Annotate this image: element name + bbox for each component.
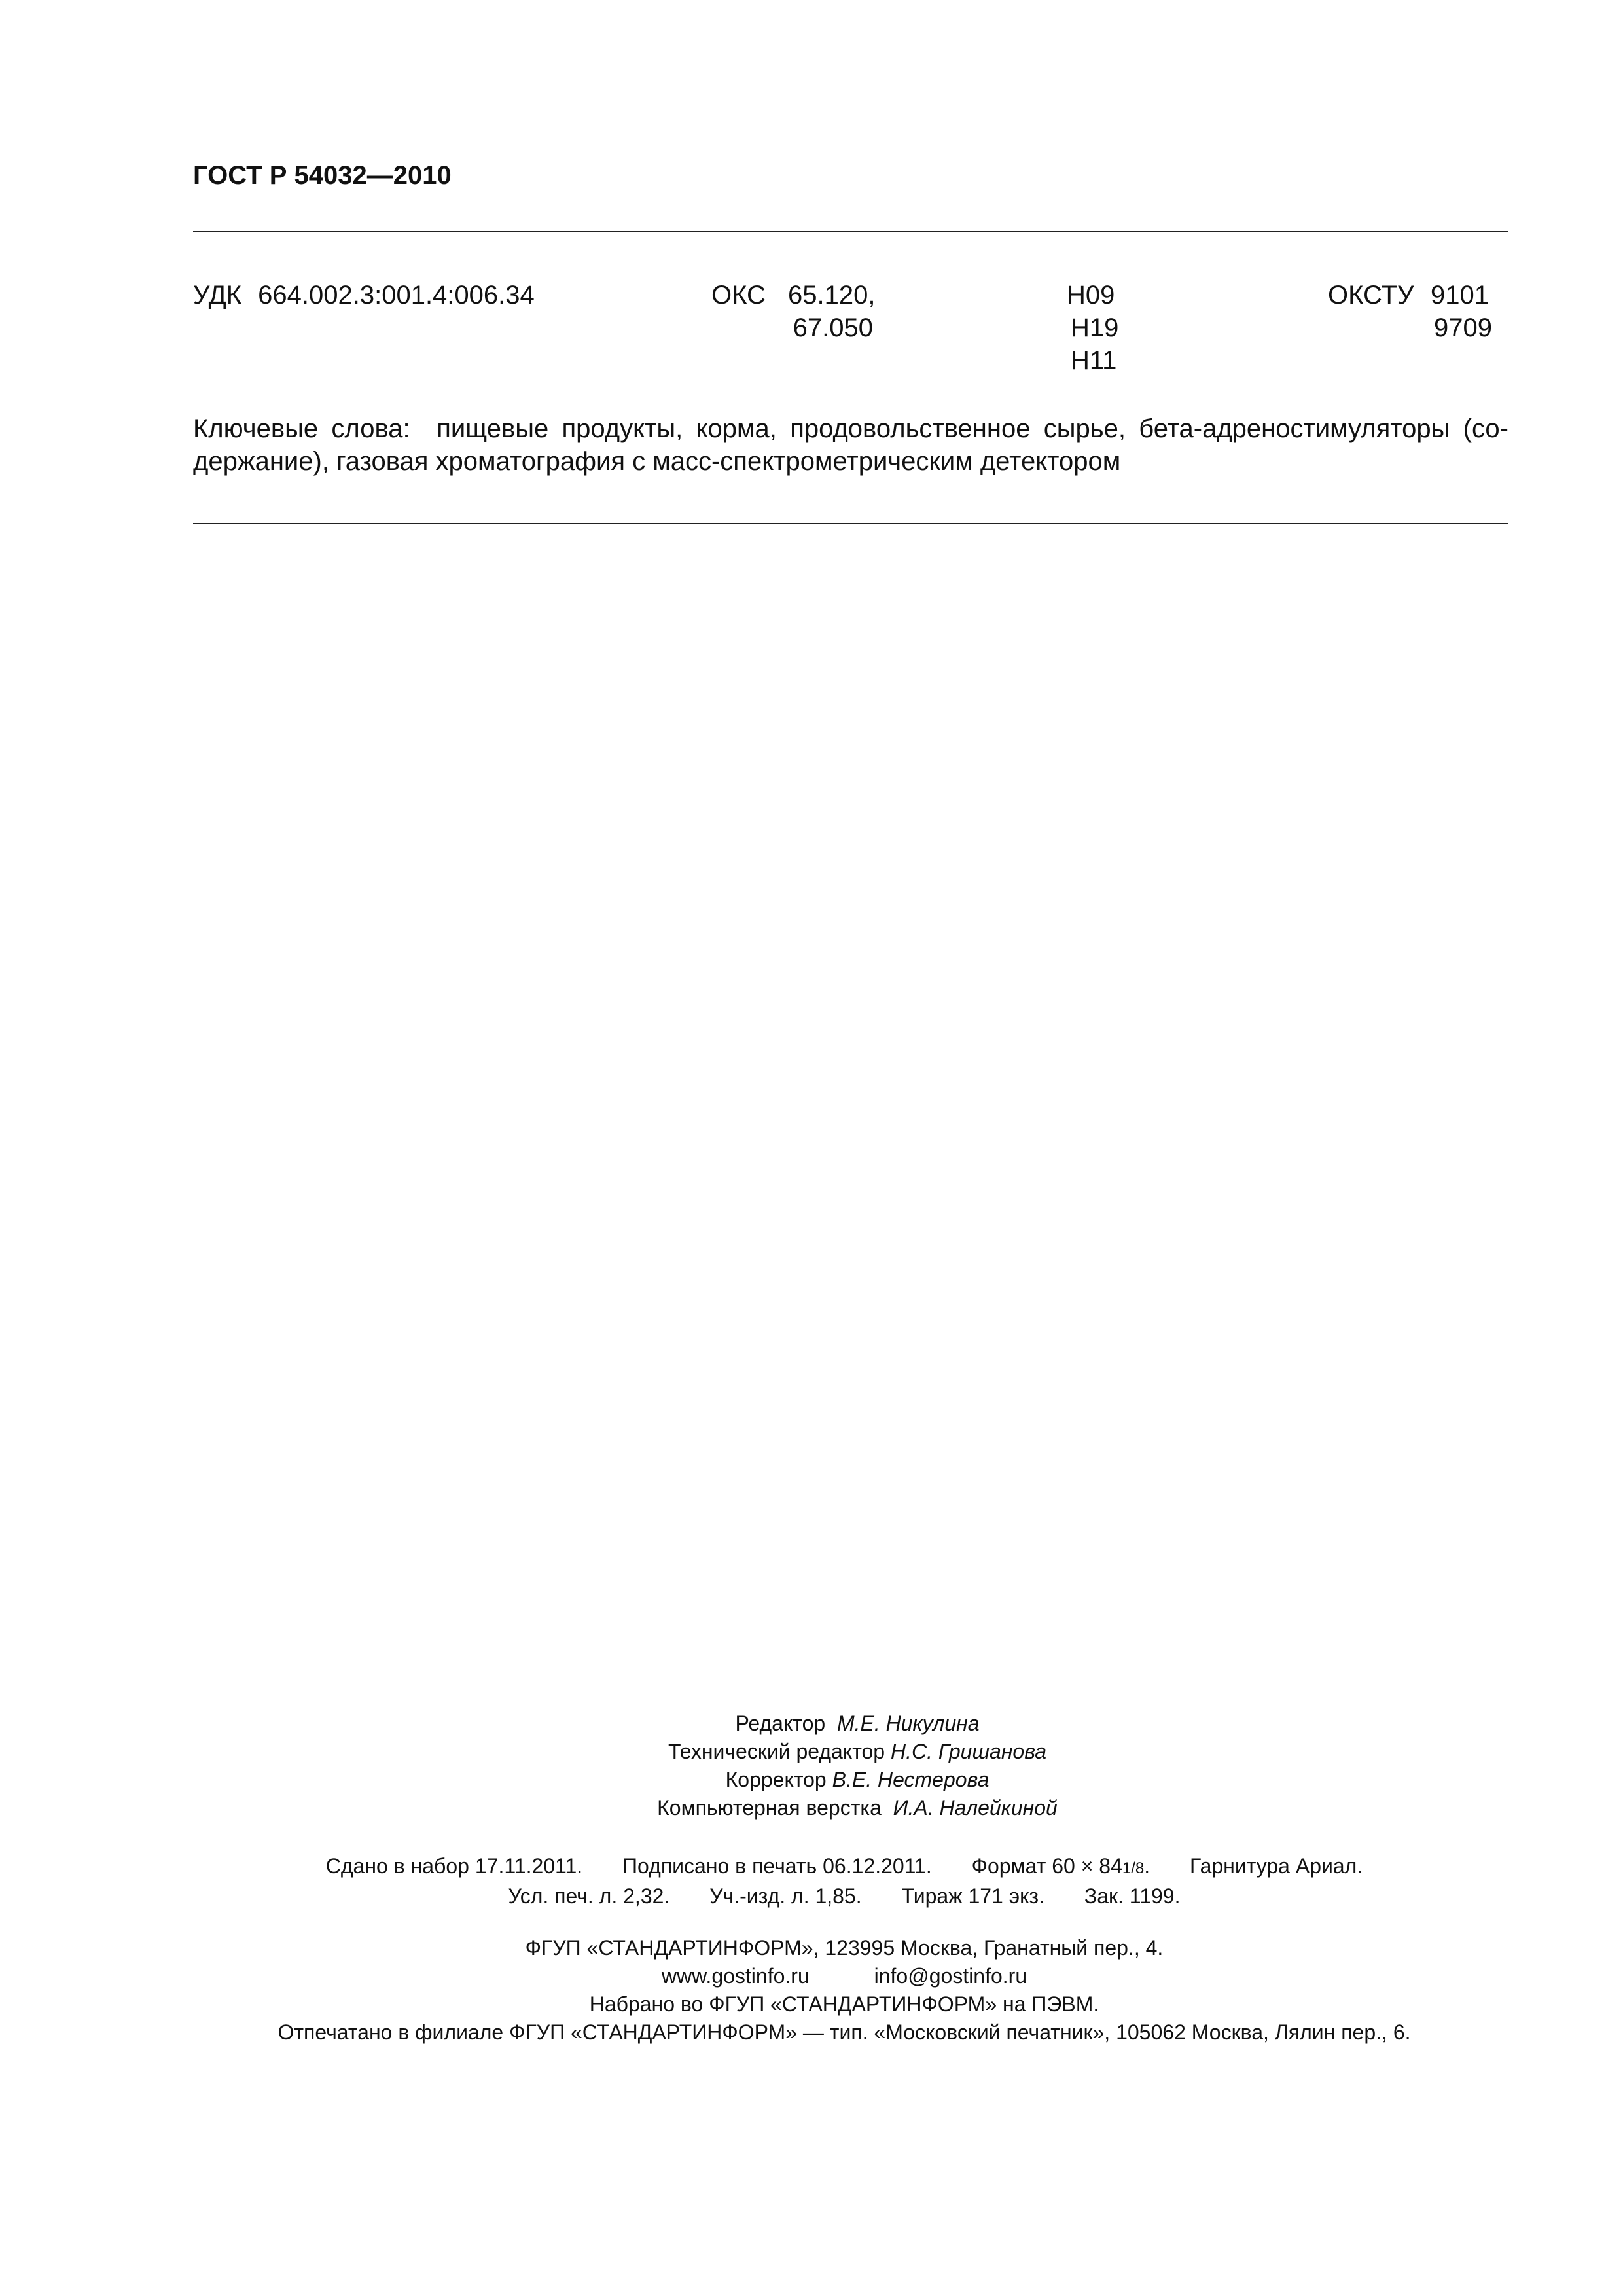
credit-proofreader: Корректор В.Е. Нестерова (725, 1768, 990, 1791)
document-number: ГОСТ Р 54032—2010 (193, 161, 452, 190)
keywords-label: Ключевые слова: (193, 414, 410, 443)
publisher-block (0, 1934, 1623, 2047)
group-code-1: Н09 (1067, 281, 1115, 310)
oks-value-1: 65.120, (788, 281, 876, 310)
print-info-line-1: Сдано в набор 17.11.2011. Подписано в печать 06.12.2011. Формат 60 × 841/8. Гарнитура Ариал. (325, 1854, 1363, 1878)
credit-layout: Компьютерная верстка И.А. Налейкиной (657, 1796, 1058, 1820)
credits-block (0, 1710, 1623, 1822)
udk-label: УДК (193, 281, 242, 310)
format-fraction: 1/8 (1122, 1859, 1145, 1877)
keywords-line-1: пищевые продукты, корма, продовольственное сырье, бета-адреностимуляторы (со- (437, 414, 1508, 443)
printed-note: Отпечатано в филиале ФГУП «СТАНДАРТИНФОРМ» — тип. «Московский печатник», 105062 Москва, Лялин пер., 6. (277, 2020, 1411, 2044)
circulation: Тираж 171 экз. (901, 1884, 1044, 1908)
group-code-3: Н11 (1071, 346, 1117, 375)
credit-editor: Редактор М.Е. Никулина (735, 1712, 980, 1735)
udk-value: 664.002.3:001.4:006.34 (258, 281, 535, 310)
submitted-date: Сдано в набор 17.11.2011. (325, 1854, 583, 1878)
keywords (193, 412, 1508, 478)
keywords-line-2: держание), газовая хроматография с масс-спектрометрическим детектором (193, 447, 1121, 476)
order-number: Зак. 1199. (1084, 1884, 1181, 1908)
publisher-email[interactable]: info@gostinfo.ru (874, 1964, 1027, 1988)
top-rule (193, 231, 1508, 232)
group-code-2: Н19 (1071, 314, 1119, 342)
print-sheets: Усл. печ. л. 2,32. (508, 1884, 670, 1908)
oks-label: ОКС (711, 281, 766, 310)
credit-tech-editor: Технический редактор Н.С. Гришанова (668, 1740, 1047, 1763)
publisher-website[interactable]: www.gostinfo.ru (661, 1964, 810, 1988)
typeface: Гарнитура Ариал. (1190, 1854, 1363, 1878)
publisher-contacts (65, 1962, 1623, 1990)
udk-block (193, 279, 535, 312)
typeset-note: Набрано во ФГУП «СТАНДАРТИНФОРМ» на ПЭВМ. (589, 1992, 1099, 2016)
okstu-value-2: 9709 (1434, 314, 1492, 342)
signed-date: Подписано в печать 06.12.2011. (622, 1854, 932, 1878)
print-info-block (0, 1852, 1623, 1910)
paper-format: Формат 60 × 84 (971, 1854, 1122, 1878)
edition-sheets: Уч.-изд. л. 1,85. (709, 1884, 862, 1908)
print-info-line-2 (65, 1882, 1623, 1910)
oks-value-2: 67.050 (793, 314, 873, 342)
okstu-label: ОКСТУ (1328, 281, 1414, 310)
keywords-rule (193, 523, 1508, 524)
publisher-address: ФГУП «СТАНДАРТИНФОРМ», 123995 Москва, Гранатный пер., 4. (525, 1936, 1164, 1960)
okstu-value-1: 9101 (1431, 281, 1489, 310)
